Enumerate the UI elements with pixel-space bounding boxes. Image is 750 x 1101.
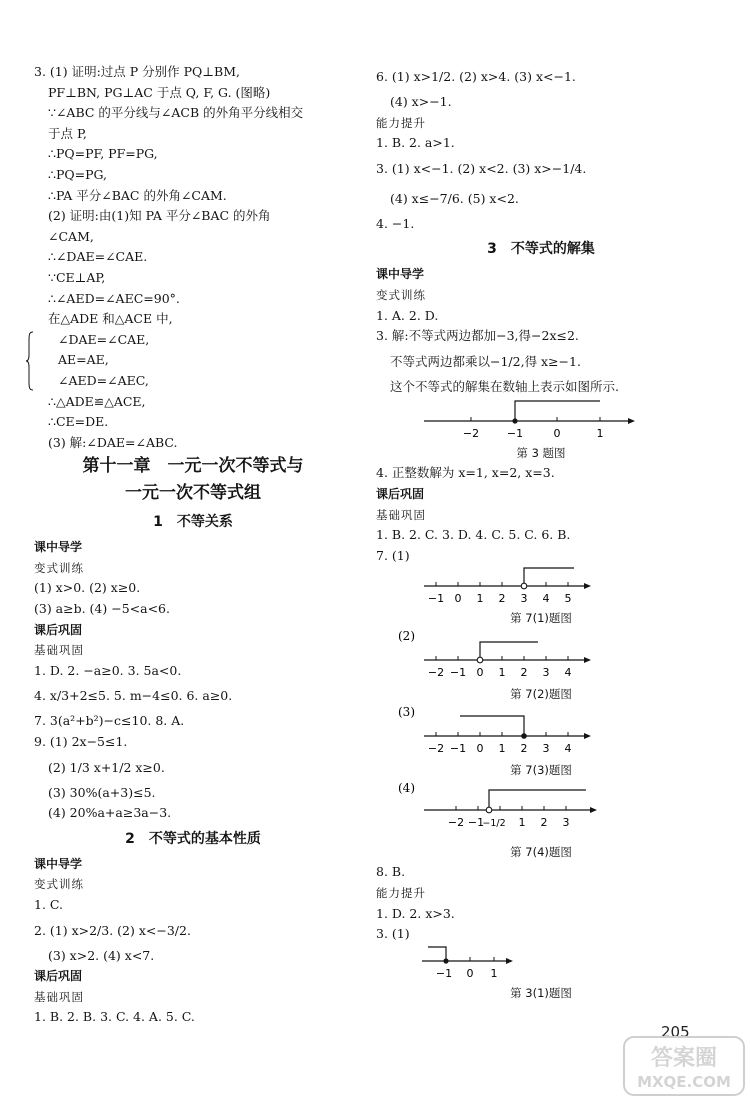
figure-caption: 第 3(1)题图: [510, 985, 572, 1000]
answer-line: 2. (1) x>2/3. (2) x<−3/2.: [34, 922, 191, 938]
tick-label: 2: [520, 742, 528, 756]
number-line-fig3: [376, 397, 706, 443]
number-line-fig7-3: [376, 704, 706, 760]
subsection-heading: 变式训练: [376, 287, 426, 302]
answer-line: ∴PA 平分∠BAC 的外角∠CAM.: [48, 187, 227, 203]
tick-label: −1: [449, 742, 467, 756]
section-heading: 课中导学: [34, 856, 83, 871]
figure-7-4-number-line: [376, 780, 706, 862]
tick-label: −1/2: [482, 818, 506, 830]
answer-line: (3) 30%(a+3)≤5.: [48, 784, 156, 800]
tick-label: 3: [562, 816, 570, 830]
tick-label: 5: [564, 592, 572, 606]
figure-caption: 第 7(1)题图: [510, 611, 572, 626]
tick-label: 4: [542, 592, 550, 606]
figure-3-number-line: [376, 397, 706, 463]
answer-line: (2) 1/3 x+1/2 x≥0.: [48, 759, 165, 775]
subsection-heading: 基础巩固: [34, 989, 84, 1004]
tick-label: 3: [542, 742, 550, 756]
tick-label: 1: [476, 592, 484, 606]
subsection-heading: 能力提升: [376, 885, 426, 900]
tick-label: −2: [427, 742, 445, 756]
answer-line: 7. 3(a²+b²)−c≤10. 8. A.: [34, 713, 185, 729]
tick-label: 1: [518, 816, 526, 830]
subsection-heading: 能力提升: [376, 115, 426, 130]
tick-label: 0: [553, 427, 561, 441]
answer-line: (3) x>2. (4) x<7.: [48, 947, 155, 963]
section-heading: 课中导学: [376, 267, 425, 282]
system-brace: [26, 331, 34, 391]
figure-7-2-number-line: [376, 628, 706, 704]
answer-line: 8. B.: [376, 864, 406, 880]
answer-line: 不等式两边都乘以−1/2,得 x≥−1.: [390, 353, 581, 369]
figure-caption: 第 7(4)题图: [510, 845, 572, 860]
tick-label: 2: [520, 666, 528, 680]
answer-line: AE=AE,: [58, 352, 109, 368]
right-column: [376, 62, 706, 1003]
answer-line: ∵CE⊥AP,: [48, 269, 106, 285]
answer-line: 7. (1): [376, 547, 410, 563]
answer-line: 9. (1) 2x−5≤1.: [34, 734, 128, 750]
answer-line: 1. B. 2. a>1.: [376, 135, 455, 151]
answer-line: 4. −1.: [376, 215, 415, 231]
tick-label: −2: [427, 666, 445, 680]
chapter-title: 第十一章 一元一次不等式与: [82, 456, 304, 477]
chapter-title: 一元一次不等式组: [125, 483, 261, 504]
part-label: (3): [398, 705, 415, 720]
answer-line: ∠AED=∠AEC,: [58, 372, 149, 388]
figure-7-1-number-line: [376, 566, 706, 628]
left-column: [34, 62, 352, 1028]
answer-line: 这个不等式的解集在数轴上表示如图所示.: [390, 378, 619, 394]
tick-label: 0: [476, 742, 484, 756]
answer-line: (1) x>0. (2) x≥0.: [34, 580, 141, 596]
lesson-title: 1 不等关系: [153, 514, 233, 531]
watermark-url: MXQE.COM: [637, 1073, 731, 1091]
tick-label: 2: [498, 592, 506, 606]
tick-label: 0: [476, 666, 484, 680]
tick-label: 2: [540, 816, 548, 830]
answer-line: ∠DAE=∠CAE,: [58, 331, 150, 347]
section-heading: 课后巩固: [34, 622, 83, 637]
answer-line: (4) x>−1.: [390, 94, 452, 109]
tick-label: −2: [447, 816, 465, 830]
watermark-logo: [622, 1035, 746, 1097]
page-number: 205: [661, 1023, 690, 1041]
answer-line: ∴△ADE≌△ACE,: [48, 393, 146, 409]
tick-label: 3: [520, 592, 528, 606]
tick-label: −1: [435, 966, 453, 980]
tick-label: −1: [506, 427, 524, 441]
answer-line: 1. D. 2. −a≥0. 3. 5a<0.: [34, 662, 182, 678]
part-label: (2): [398, 629, 415, 644]
right-bottom-answers: [376, 862, 706, 944]
subsection-heading: 变式训练: [34, 560, 84, 575]
tick-label: 0: [454, 592, 462, 606]
figure-3-1-number-line: [376, 945, 706, 1003]
subsection-heading: 基础巩固: [376, 507, 426, 522]
answer-line: (4) x≤−7/6. (5) x<2.: [390, 190, 519, 206]
answer-line: 于点 P,: [48, 125, 87, 141]
figure-7-3-number-line: [376, 704, 706, 780]
answer-line: 3. 解:不等式两边都加−3,得−2x≤2.: [376, 328, 579, 344]
answer-line: (3) 解:∠DAE=∠ABC.: [48, 434, 178, 450]
answer-line: ∴PQ=PG,: [48, 166, 108, 182]
tick-label: 1: [596, 427, 604, 441]
section-heading: 课后巩固: [34, 969, 83, 984]
tick-label: 4: [564, 666, 572, 680]
answer-line: 4. x/3+2≤5. 5. m−4≤0. 6. a≥0.: [34, 688, 233, 704]
answer-line: 1. A. 2. D.: [376, 307, 439, 323]
answer-line: ∴∠AED=∠AEC=90°.: [48, 290, 180, 306]
answer-line: 1. B. 2. B. 3. C. 4. A. 5. C.: [34, 1009, 195, 1025]
answer-line: ∵∠ABC 的平分线与∠ACB 的外角平分线相交: [48, 105, 304, 121]
figure-caption: 第 3 题图: [516, 446, 566, 461]
answer-line: ∴∠DAE=∠CAE.: [48, 249, 148, 265]
answer-line: 3. (1) 证明:过点 P 分别作 PQ⊥BM,: [34, 64, 240, 79]
tick-label: −1: [449, 666, 467, 680]
tick-label: 4: [564, 742, 572, 756]
tick-label: −2: [462, 427, 480, 441]
answer-line: 在△ADE 和△ACE 中,: [48, 311, 173, 327]
right-top-answers: [376, 62, 706, 397]
answer-line: (3) a≥b. (4) −5<a<6.: [34, 601, 170, 617]
figure-caption: 第 7(2)题图: [510, 687, 572, 702]
answer-line: 6. (1) x>1/2. (2) x>4. (3) x<−1.: [376, 69, 576, 84]
answer-line: (2) 证明:由(1)知 PA 平分∠BAC 的外角: [48, 208, 271, 224]
answer-line: ∴CE=DE.: [48, 414, 109, 430]
tick-label: 1: [498, 742, 506, 756]
answer-line: 1. B. 2. C. 3. D. 4. C. 5. C. 6. B.: [376, 527, 571, 543]
number-line-fig7-4: [376, 780, 706, 842]
number-line-fig7-2: [376, 628, 706, 684]
answer-line: PF⊥BN, PG⊥AC 于点 Q, F, G. (图略): [48, 84, 271, 100]
answer-line: ∠CAM,: [48, 228, 94, 244]
tick-label: 0: [466, 966, 474, 980]
right-middle-answers: [376, 463, 706, 566]
answer-line: (4) 20%a+a≥3a−3.: [48, 805, 172, 821]
tick-label: −1: [427, 592, 445, 606]
number-line-fig7-1: [376, 566, 706, 608]
section-heading: 课后巩固: [376, 486, 425, 501]
figure-caption: 第 7(3)题图: [510, 763, 572, 778]
lesson-title: 2 不等式的基本性质: [125, 830, 261, 847]
answer-line: 1. C.: [34, 897, 63, 912]
tick-label: 3: [542, 666, 550, 680]
subsection-heading: 基础巩固: [34, 643, 84, 658]
tick-label: 1: [498, 666, 506, 680]
tick-label: −1: [467, 816, 485, 830]
part-label: (4): [398, 781, 415, 796]
subsection-heading: 变式训练: [34, 877, 84, 892]
answer-line: 3. (1) x<−1. (2) x<2. (3) x>−1/4.: [376, 160, 587, 176]
lesson-title: 3 不等式的解集: [487, 241, 595, 258]
answer-line: 1. D. 2. x>3.: [376, 905, 455, 921]
answer-line: ∴PQ=PF, PF=PG,: [48, 146, 158, 162]
section-heading: 课中导学: [34, 540, 83, 555]
tick-label: 1: [490, 966, 498, 980]
watermark-text: 答案圈: [650, 1046, 718, 1071]
number-line-fig3-1: [376, 945, 706, 983]
answer-line: 4. 正整数解为 x=1, x=2, x=3.: [376, 465, 555, 481]
answer-line: 3. (1): [376, 926, 410, 942]
